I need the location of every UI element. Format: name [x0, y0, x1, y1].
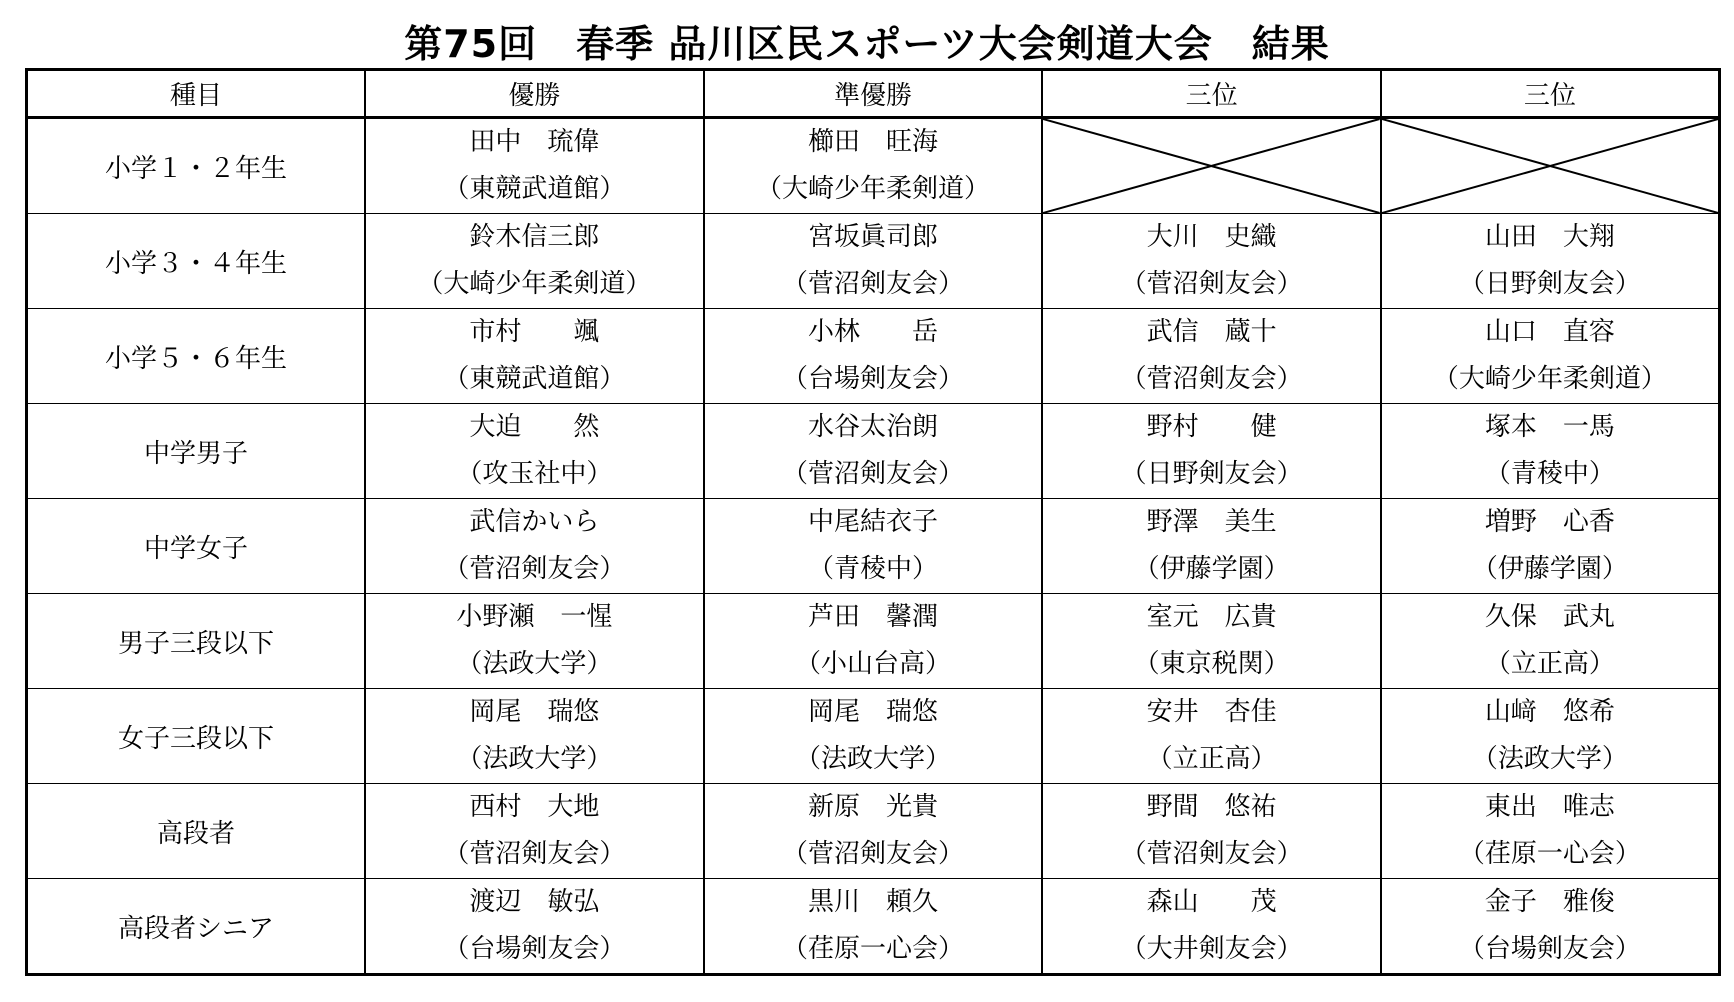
runner-up-cell	[704, 784, 1043, 879]
club-name: （東競武道館）	[443, 174, 626, 204]
club-name: （菅沼剣友会）	[1120, 839, 1303, 869]
competitor-name: 新原 光貴	[807, 792, 938, 822]
table-row	[27, 784, 1720, 879]
third-place-cell	[1381, 784, 1720, 879]
club-name: （東競武道館）	[443, 364, 626, 394]
club-name: （菅沼剣友会）	[781, 459, 964, 489]
club-name: （日野剣友会）	[1120, 459, 1303, 489]
empty-crossed-cell	[1042, 118, 1381, 214]
club-name: （東京税関）	[1133, 649, 1290, 679]
competitor-name: 中尾結衣子	[807, 507, 938, 537]
competitor-name: 山﨑 悠希	[1484, 697, 1615, 727]
competitor-name: 増野 心香	[1484, 507, 1615, 537]
competitor-name: 櫛田 旺海	[807, 127, 938, 157]
third-place-cell	[1381, 689, 1720, 784]
event-category: 高段者	[27, 784, 366, 879]
runner-up-cell	[704, 404, 1043, 499]
runner-up-cell	[704, 214, 1043, 309]
competitor-name: 黒川 頼久	[807, 887, 938, 917]
winner-cell	[365, 689, 704, 784]
club-name: （台場剣友会）	[1458, 934, 1641, 964]
third-place-cell	[1381, 879, 1720, 975]
club-name: （立正高）	[1484, 649, 1615, 679]
winner-cell	[365, 309, 704, 404]
runner-up-cell	[704, 118, 1043, 214]
third-place-cell	[1042, 594, 1381, 689]
header-third-place: 三位	[1381, 70, 1720, 118]
club-name: （伊藤学園）	[1133, 554, 1290, 584]
club-name: （日野剣友会）	[1458, 269, 1641, 299]
third-place-cell	[1042, 214, 1381, 309]
table-row	[27, 404, 1720, 499]
event-category: 中学女子	[27, 499, 366, 594]
club-name: （青稜中）	[807, 554, 938, 584]
competitor-name: 田中 琉偉	[469, 127, 600, 157]
club-name: （菅沼剣友会）	[1120, 269, 1303, 299]
competitor-name: 小林 岳	[807, 317, 938, 347]
third-place-cell	[1042, 499, 1381, 594]
club-name: （法政大学）	[456, 649, 613, 679]
competitor-name: 岡尾 瑞悠	[807, 697, 938, 727]
winner-cell	[365, 118, 704, 214]
competitor-name: 水谷太治朗	[807, 412, 938, 442]
club-name: （法政大学）	[456, 744, 613, 774]
competitor-name: 渡辺 敏弘	[469, 887, 600, 917]
table-row	[27, 879, 1720, 975]
competitor-name: 西村 大地	[469, 792, 600, 822]
third-place-cell	[1381, 214, 1720, 309]
event-category: 中学男子	[27, 404, 366, 499]
event-category: 女子三段以下	[27, 689, 366, 784]
club-name: （菅沼剣友会）	[443, 839, 626, 869]
results-table	[25, 68, 1721, 976]
club-name: （台場剣友会）	[443, 934, 626, 964]
winner-cell	[365, 214, 704, 309]
club-name: （伊藤学園）	[1471, 554, 1628, 584]
winner-cell	[365, 879, 704, 975]
event-category: 小学５・６年生	[27, 309, 366, 404]
event-category: 男子三段以下	[27, 594, 366, 689]
competitor-name: 森山 茂	[1146, 887, 1277, 917]
competitor-name: 小野瀬 一惺	[456, 602, 613, 632]
runner-up-cell	[704, 499, 1043, 594]
club-name: （立正高）	[1146, 744, 1277, 774]
winner-cell	[365, 784, 704, 879]
club-name: （法政大学）	[1471, 744, 1628, 774]
club-name: （台場剣友会）	[781, 364, 964, 394]
header-event: 種目	[27, 70, 366, 118]
cross-out-mark	[1382, 119, 1718, 213]
third-place-cell	[1042, 784, 1381, 879]
club-name: （法政大学）	[794, 744, 951, 774]
competitor-name: 東出 唯志	[1484, 792, 1615, 822]
results-table-header	[27, 70, 1720, 118]
competitor-name: 野村 健	[1146, 412, 1277, 442]
competitor-name: 岡尾 瑞悠	[469, 697, 600, 727]
table-row	[27, 118, 1720, 214]
club-name: （小山台高）	[794, 649, 951, 679]
cross-out-mark	[1043, 119, 1380, 213]
club-name: （菅沼剣友会）	[781, 839, 964, 869]
third-place-cell	[1042, 879, 1381, 975]
club-name: （大崎少年柔剣道）	[1432, 364, 1667, 394]
competitor-name: 大迫 然	[469, 412, 600, 442]
table-row	[27, 499, 1720, 594]
runner-up-cell	[704, 689, 1043, 784]
header-winner: 優勝	[365, 70, 704, 118]
club-name: （菅沼剣友会）	[443, 554, 626, 584]
table-row	[27, 689, 1720, 784]
competitor-name: 大川 史織	[1146, 222, 1277, 252]
page-title: 第75回 春季 品川区民スポーツ大会剣道大会 結果	[404, 22, 1330, 66]
club-name: （大崎少年柔剣道）	[755, 174, 990, 204]
club-name: （荏原一心会）	[1458, 839, 1641, 869]
competitor-name: 山田 大翔	[1484, 222, 1615, 252]
third-place-cell	[1042, 689, 1381, 784]
competitor-name: 山口 直容	[1484, 317, 1615, 347]
third-place-cell	[1381, 594, 1720, 689]
competitor-name: 武信かいら	[469, 507, 600, 537]
results-table-body	[27, 118, 1720, 975]
runner-up-cell	[704, 309, 1043, 404]
winner-cell	[365, 404, 704, 499]
club-name: （荏原一心会）	[781, 934, 964, 964]
winner-cell	[365, 594, 704, 689]
third-place-cell	[1381, 309, 1720, 404]
competitor-name: 野澤 美生	[1146, 507, 1277, 537]
runner-up-cell	[704, 594, 1043, 689]
competitor-name: 塚本 一馬	[1484, 412, 1615, 442]
competitor-name: 芦田 馨潤	[807, 602, 938, 632]
competitor-name: 野間 悠祐	[1146, 792, 1277, 822]
third-place-cell	[1042, 309, 1381, 404]
competitor-name: 鈴木信三郎	[469, 222, 600, 252]
header-third-place: 三位	[1042, 70, 1381, 118]
club-name: （青稜中）	[1484, 459, 1615, 489]
competitor-name: 市村 颯	[469, 317, 600, 347]
club-name: （菅沼剣友会）	[781, 269, 964, 299]
third-place-cell	[1042, 404, 1381, 499]
competitor-name: 宮坂眞司郎	[807, 222, 938, 252]
competitor-name: 久保 武丸	[1484, 602, 1615, 632]
event-category: 小学１・２年生	[27, 118, 366, 214]
competitor-name: 室元 広貴	[1146, 602, 1277, 632]
event-category: 高段者シニア	[27, 879, 366, 975]
third-place-cell	[1381, 404, 1720, 499]
club-name: （菅沼剣友会）	[1120, 364, 1303, 394]
third-place-cell	[1381, 499, 1720, 594]
table-row	[27, 309, 1720, 404]
club-name: （大井剣友会）	[1120, 934, 1303, 964]
club-name: （大崎少年柔剣道）	[417, 269, 652, 299]
header-runner-up: 準優勝	[704, 70, 1043, 118]
event-category: 小学３・４年生	[27, 214, 366, 309]
empty-crossed-cell	[1381, 118, 1720, 214]
competitor-name: 金子 雅俊	[1484, 887, 1615, 917]
runner-up-cell	[704, 879, 1043, 975]
competitor-name: 安井 杏佳	[1146, 697, 1277, 727]
table-row	[27, 214, 1720, 309]
winner-cell	[365, 499, 704, 594]
header-row	[27, 70, 1720, 118]
club-name: （攻玉社中）	[456, 459, 613, 489]
table-row	[27, 594, 1720, 689]
competitor-name: 武信 蔵十	[1146, 317, 1277, 347]
